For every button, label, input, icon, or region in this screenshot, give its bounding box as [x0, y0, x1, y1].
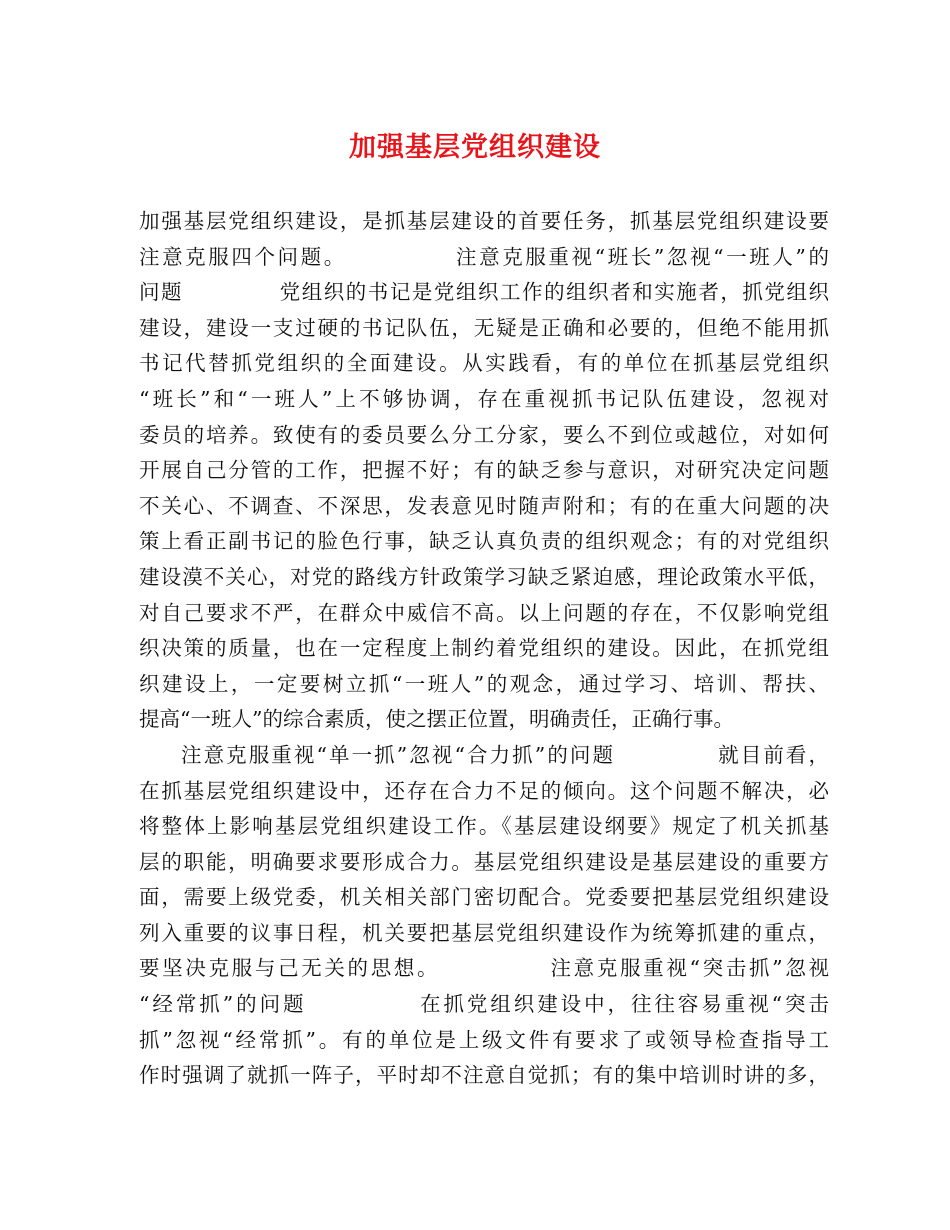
text-line: 抓”忽视“经常抓”。有的单位是上级文件有要求了或领导检查指导工 [139, 1027, 829, 1052]
text-line: 层的职能，明确要求要形成合力。基层党组织建设是基层建设的重要方 [139, 849, 829, 874]
text-line: 对自己要求不严，在群众中威信不高。以上问题的存在，不仅影响党组 [139, 600, 829, 625]
text-line: 建设漠不关心，对党的路线方针政策学习缺乏紧迫感，理论政策水平低， [139, 564, 829, 589]
text-line: 织建设上，一定要树立抓“一班人”的观念，通过学习、培训、帮扶、 [139, 671, 829, 696]
text-line: 加强基层党组织建设，是抓基层建设的首要任务，抓基层党组织建设要 [139, 209, 829, 233]
text-line: 问题 党组织的书记是党组织工作的组织者和实施者，抓党组织 [139, 280, 829, 305]
text-line: 列入重要的议事日程，机关要把基层党组织建设作为统筹抓建的重点， [139, 920, 829, 945]
text-line: 委员的培养。致使有的委员要么分工分家，要么不到位或越位，对如何 [139, 422, 829, 447]
text-line: 织决策的质量，也在一定程度上制约着党组织的建设。因此，在抓党组 [139, 636, 829, 661]
text-line: 注意克服重视“单一抓”忽视“合力抓”的问题 就目前看， [181, 742, 829, 767]
text-line: “经常抓”的问题 在抓党组织建设中，往往容易重视“突击 [139, 992, 829, 1017]
text-line: 开展自己分管的工作，把握不好；有的缺乏参与意识，对研究决定问题 [139, 458, 829, 483]
text-line: 书记代替抓党组织的全面建设。从实践看，有的单位在抓基层党组织 [139, 351, 829, 376]
text-line: 面，需要上级党委，机关相关部门密切配合。党委要把基层党组织建设 [139, 885, 829, 910]
text-line: 提高“一班人”的综合素质，使之摆正位置，明确责任，正确行事。 [139, 707, 734, 732]
text-line: 作时强调了就抓一阵子，平时却不注意自觉抓；有的集中培训时讲的多， [139, 1063, 829, 1088]
text-line: 将整体上影响基层党组织建设工作。《基层建设纲要》规定了机关抓基 [139, 814, 829, 839]
text-line: 不关心、不调查、不深思，发表意见时随声附和；有的在重大问题的决 [139, 493, 829, 518]
text-line: “班长”和“一班人”上不够协调，存在重视抓书记队伍建设，忽视对 [139, 386, 829, 411]
text-line: 要坚决克服与己无关的思想。 注意克服重视“突击抓”忽视 [139, 956, 829, 981]
document-body [139, 204, 829, 1094]
document-title: 加强基层党组织建设 [349, 132, 601, 163]
text-line: 策上看正副书记的脸色行事，缺乏认真负责的组织观念；有的对党组织 [139, 529, 829, 554]
text-line: 注意克服四个问题。 注意克服重视“班长”忽视“一班人”的 [139, 244, 829, 269]
text-line: 在抓基层党组织建设中，还存在合力不足的倾向。这个问题不解决，必 [139, 778, 829, 803]
text-line: 建设，建设一支过硬的书记队伍，无疑是正确和必要的，但绝不能用抓 [139, 315, 829, 340]
